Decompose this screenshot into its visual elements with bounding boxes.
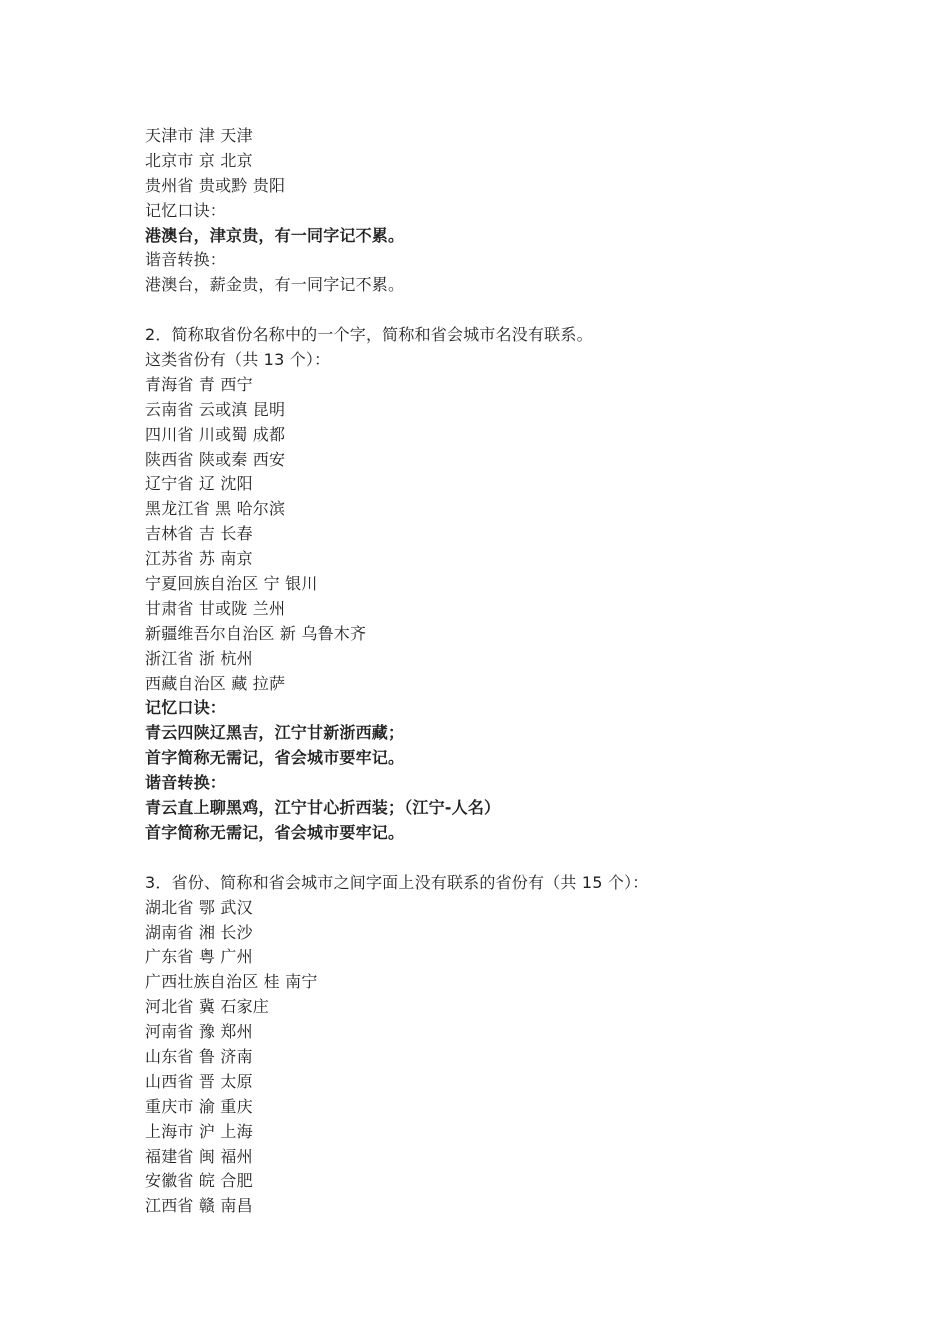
- section-2: [145, 323, 865, 846]
- province-line: 辽宁省 辽 沈阳: [145, 474, 253, 494]
- province-line: 黑龙江省 黑 哈尔滨: [145, 499, 286, 519]
- province-line: 青海省 青 西宁: [145, 374, 253, 394]
- homophone-line: 青云直上聊黑鸡，江宁甘心折西装；（江宁-人名）: [145, 798, 501, 818]
- province-line: 天津市 津 天津: [145, 126, 253, 145]
- mnemonic-label: 记忆口诀：: [145, 698, 227, 718]
- province-line: 西藏自治区 藏 拉萨: [145, 673, 286, 693]
- homophone-line: 港澳台，薪金贵，有一同字记不累。: [145, 275, 405, 295]
- mnemonic-label: 记忆口诀：: [145, 200, 227, 220]
- section-1: [145, 124, 865, 298]
- province-line: 云南省 云或滇 昆明: [145, 399, 286, 419]
- province-line: 山西省 晋 太原: [145, 1071, 253, 1091]
- section-heading: 3．省份、简称和省会城市之间字面上没有联系的省份有（共 15 个）：: [145, 872, 649, 892]
- section-3: [145, 871, 865, 1219]
- province-line: 广西壮族自治区 桂 南宁: [145, 972, 318, 992]
- province-line: 江西省 赣 南昌: [145, 1196, 253, 1216]
- section-intro: 这类省份有（共 13 个）：: [145, 350, 331, 370]
- province-line: 广东省 粤 广州: [145, 947, 253, 967]
- document-page: [145, 124, 865, 1219]
- province-line: 陕西省 陕或秦 西安: [145, 449, 286, 469]
- paragraph-gap: [145, 298, 865, 323]
- province-line: 吉林省 吉 长春: [145, 524, 253, 544]
- province-line: 贵州省 贵或黔 贵阳: [145, 175, 286, 195]
- province-line: 北京市 京 北京: [145, 150, 253, 170]
- province-line: 湖北省 鄂 武汉: [145, 897, 253, 917]
- province-line: 山东省 鲁 济南: [145, 1046, 253, 1066]
- province-line: 江苏省 苏 南京: [145, 549, 253, 569]
- province-line: 宁夏回族自治区 宁 银川: [145, 574, 318, 594]
- province-line: 重庆市 渝 重庆: [145, 1096, 253, 1116]
- province-line: 河北省 冀 石家庄: [145, 997, 269, 1017]
- homophone-label: 谐音转换：: [145, 250, 227, 270]
- paragraph-gap: [145, 846, 865, 871]
- province-line: 河南省 豫 郑州: [145, 1022, 253, 1042]
- province-line: 四川省 川或蜀 成都: [145, 424, 286, 444]
- province-line: 福建省 闽 福州: [145, 1146, 253, 1166]
- province-line: 甘肃省 甘或陇 兰州: [145, 598, 286, 618]
- province-line: 上海市 沪 上海: [145, 1121, 253, 1141]
- province-line: 浙江省 浙 杭州: [145, 648, 253, 668]
- mnemonic-line: 青云四陕辽黑吉，江宁甘新浙西藏；: [145, 723, 405, 743]
- province-line: 湖南省 湘 长沙: [145, 922, 253, 942]
- province-line: 新疆维吾尔自治区 新 乌鲁木齐: [145, 623, 367, 643]
- section-heading: 2．简称取省份名称中的一个字，简称和省会城市名没有联系。: [145, 325, 593, 345]
- province-line: 安徽省 皖 合肥: [145, 1171, 253, 1191]
- mnemonic-line: 港澳台，津京贵，有一同字记不累。: [145, 225, 405, 245]
- homophone-label: 谐音转换：: [145, 773, 227, 793]
- mnemonic-line: 首字简称无需记，省会城市要牢记。: [145, 748, 405, 768]
- homophone-line: 首字简称无需记，省会城市要牢记。: [145, 822, 405, 842]
